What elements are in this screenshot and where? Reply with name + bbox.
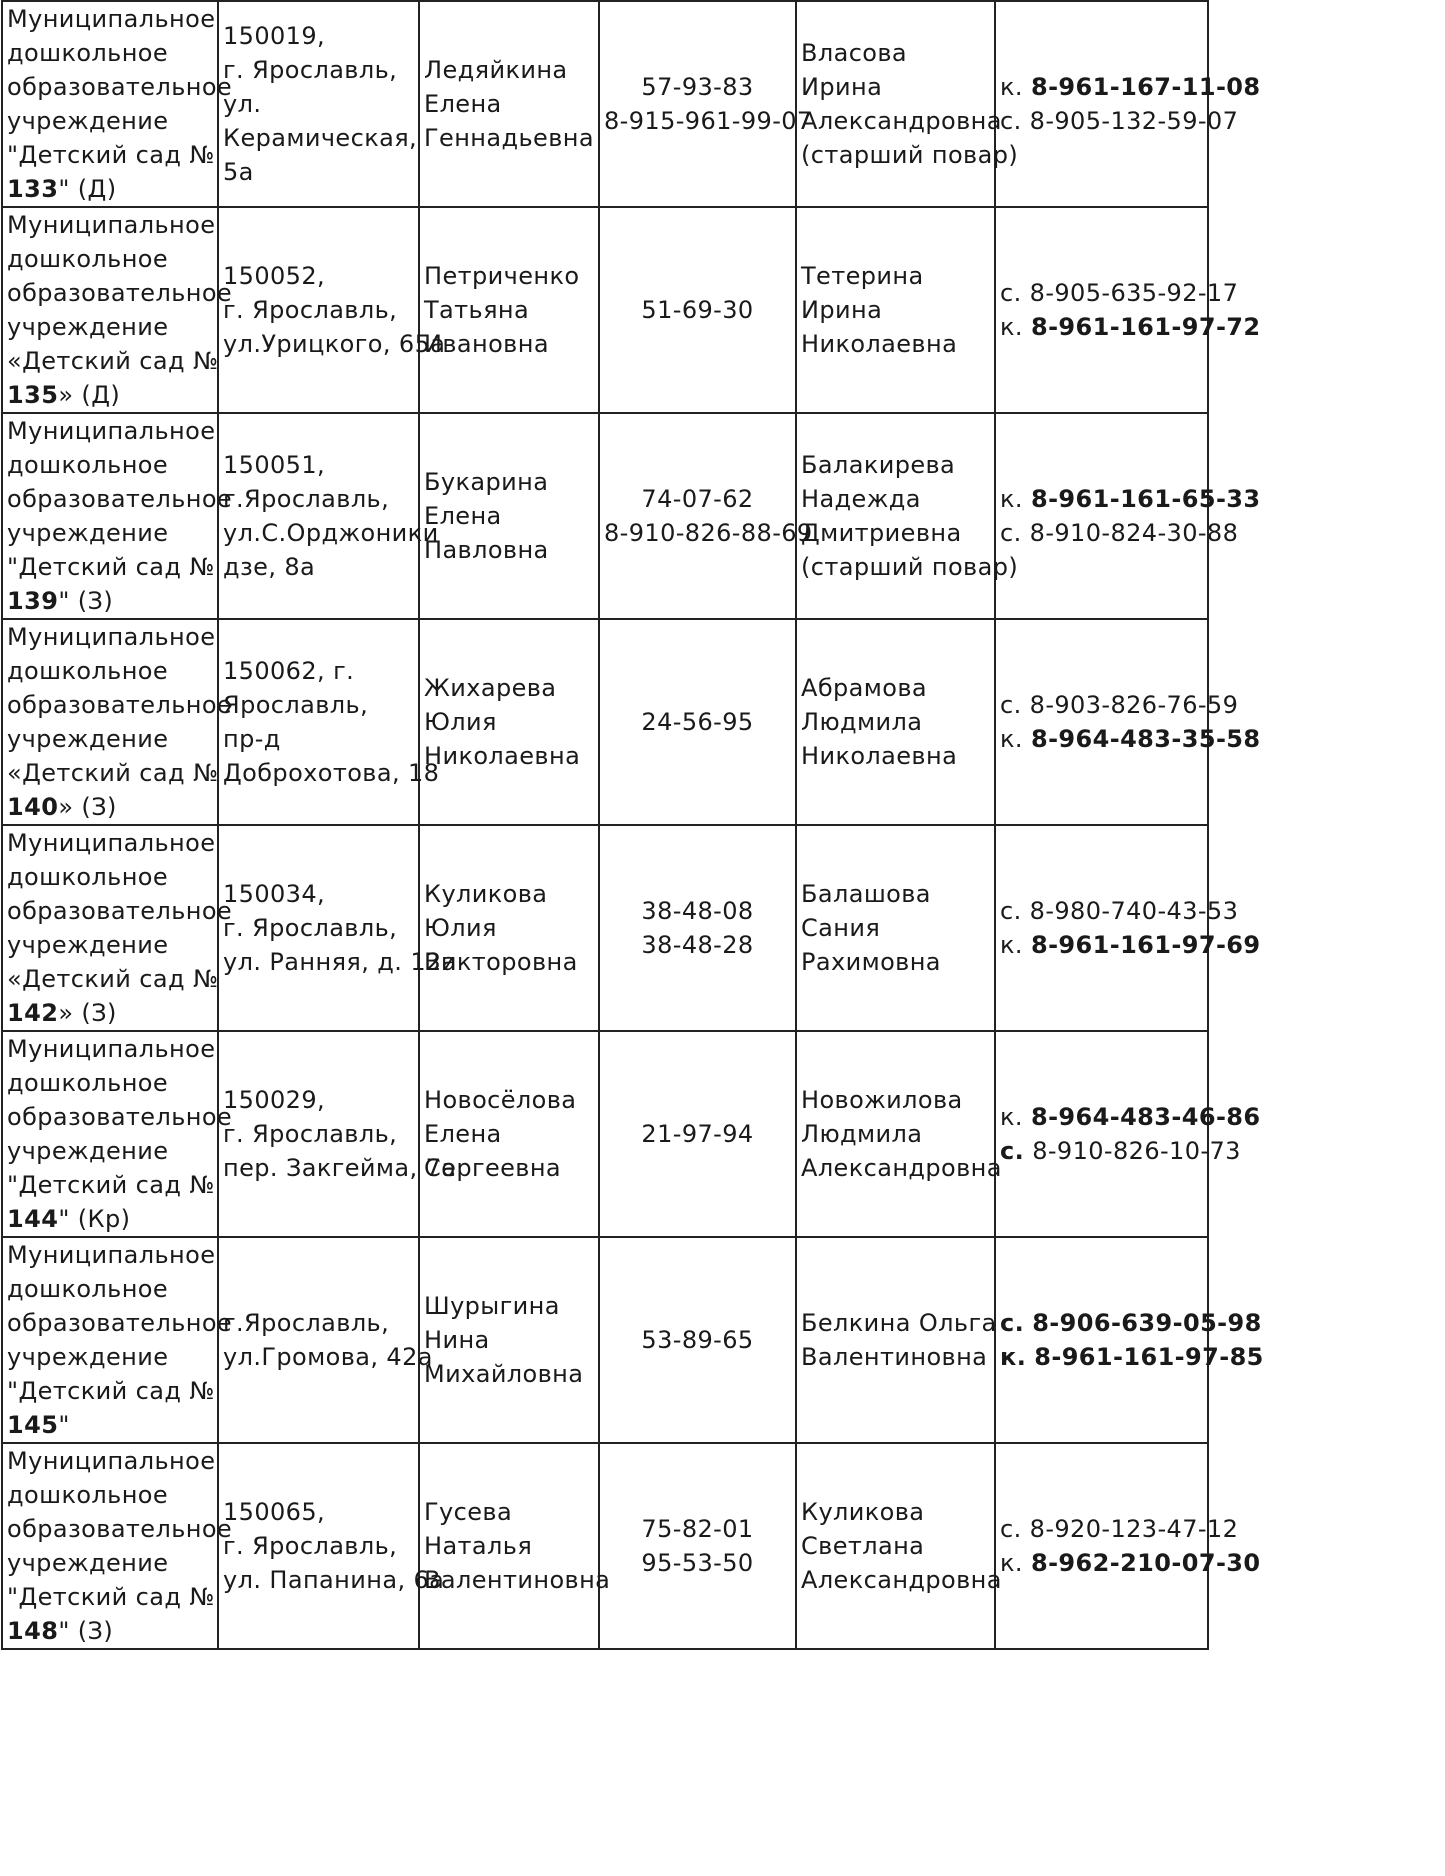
institution-name-line: Муниципальное (7, 829, 216, 857)
institution-name-line: учреждение (7, 107, 169, 135)
institution-number-line (7, 378, 213, 412)
mobile-cell (995, 413, 1261, 619)
kindergarten-type: " (Д) (58, 175, 117, 203)
institution-name-line: дошкольное (7, 1069, 169, 1097)
institution-number-line (7, 172, 213, 206)
institution-name-line: учреждение (7, 931, 169, 959)
address-line: г.Ярославль, (223, 1309, 390, 1337)
kindergarten-type: " (З) (58, 1617, 114, 1645)
mobile-prefix: к. (1000, 931, 1023, 959)
contact-person-cell (796, 1237, 995, 1443)
institution-name-line: учреждение (7, 313, 169, 341)
contact-person-line: Александровна (801, 107, 1002, 135)
institution-name-line: образовательное (7, 1515, 233, 1543)
institution-number-line (7, 1614, 213, 1648)
institution-name-line: дошкольное (7, 451, 169, 479)
director-cell (419, 413, 599, 619)
mobile-prefix: к. (1000, 73, 1023, 101)
mobile-prefix: с. (1000, 519, 1022, 547)
phone-cell (599, 207, 796, 413)
phone-cell (599, 413, 813, 619)
mobile-prefix: к. (1000, 1103, 1023, 1131)
mobile-number: 8-964-483-35-58 (1030, 725, 1261, 753)
mobile-cell (995, 207, 1261, 413)
mobile-line (1000, 688, 1239, 722)
contact-person-line: Надежда (801, 485, 921, 513)
address-line: г. Ярославль, (223, 296, 398, 324)
contact-person-line: Балакирева (801, 451, 956, 479)
institution-name-line: «Детский сад № (7, 759, 219, 787)
address-line: Доброхотова, 18 (223, 759, 440, 787)
institution-name-line: учреждение (7, 725, 169, 753)
kindergarten-number: 144 (7, 1205, 59, 1233)
kindergarten-number: 145 (7, 1411, 59, 1439)
mobile-line (1000, 722, 1261, 756)
table-row (2, 1, 1208, 207)
phone-number: 57-93-83 (641, 73, 754, 101)
director-cell (419, 825, 599, 1031)
contact-person-line: Тетерина (801, 262, 924, 290)
phone-number: 21-97-94 (641, 1120, 754, 1148)
mobile-number: 8-905-635-92-17 (1029, 279, 1239, 307)
institution-name-cell (2, 825, 233, 1031)
institution-name-line: Муниципальное (7, 1035, 216, 1063)
phone-number: 74-07-62 (641, 485, 754, 513)
table-row (2, 1031, 1208, 1237)
address-line: ул. (223, 90, 262, 118)
contact-person-line: Николаевна (801, 742, 958, 770)
institution-name-line: образовательное (7, 279, 233, 307)
table-row (2, 207, 1208, 413)
kindergarten-type: " (З) (58, 587, 114, 615)
mobile-line (1000, 276, 1239, 310)
kindergarten-number: 135 (7, 381, 59, 409)
mobile-line (1000, 894, 1239, 928)
table-row (2, 825, 1208, 1031)
institution-name-line: дошкольное (7, 863, 169, 891)
table-row (2, 413, 1208, 619)
contact-person-line: Дмитриевна (801, 519, 962, 547)
phone-cell (599, 825, 796, 1031)
phone-number: 95-53-50 (641, 1549, 754, 1577)
phone-number: 8-915-961-99-07 (604, 107, 813, 135)
contact-person-line: Новожилова (801, 1086, 963, 1114)
contact-person-line: Людмила (801, 1120, 923, 1148)
director-name-line: Павловна (424, 536, 549, 564)
address-line: Ярославль, (223, 691, 369, 719)
table-body (2, 1, 1264, 1649)
address-line: ул. Папанина, 6а (223, 1566, 445, 1594)
institution-name-cell (2, 1031, 233, 1237)
phone-number: 51-69-30 (641, 296, 754, 324)
institution-number-line (7, 1408, 213, 1442)
phone-number: 75-82-01 (641, 1515, 754, 1543)
contact-person-line: Александровна (801, 1154, 1002, 1182)
institution-name-line: дошкольное (7, 245, 169, 273)
director-cell (419, 1031, 599, 1237)
contact-person-cell (796, 413, 1019, 619)
institution-number-line (7, 996, 213, 1030)
mobile-line (1000, 482, 1261, 516)
institution-name-line: "Детский сад № (7, 553, 215, 581)
institution-name-line: образовательное (7, 485, 233, 513)
institution-name-line: образовательное (7, 73, 233, 101)
contact-person-line: Балашова (801, 880, 931, 908)
institution-name-line: образовательное (7, 1309, 233, 1337)
mobile-line (1000, 1306, 1262, 1340)
mobile-prefix: к. (1000, 1549, 1023, 1577)
address-cell (218, 1031, 457, 1237)
mobile-line (1000, 1340, 1264, 1374)
contact-person-line: (старший повар) (801, 141, 1019, 169)
address-line: 150019, (223, 22, 326, 50)
mobile-cell (995, 1443, 1261, 1649)
address-line: 150052, (223, 262, 326, 290)
institution-name-cell (2, 1443, 233, 1649)
director-name-line: Юлия (424, 914, 497, 942)
address-line: г. Ярославль, (223, 1120, 398, 1148)
mobile-line (1000, 516, 1239, 550)
address-line: г.Ярославль, (223, 485, 390, 513)
institution-name-line: дошкольное (7, 1275, 169, 1303)
contact-person-line: Власова (801, 39, 908, 67)
contact-person-line: Белкина Ольга (801, 1309, 997, 1337)
mobile-line (1000, 928, 1261, 962)
institution-name-line: "Детский сад № (7, 1583, 215, 1611)
director-name-line: Юлия (424, 708, 497, 736)
contact-person-cell (796, 825, 995, 1031)
mobile-prefix: к. (1000, 1343, 1027, 1371)
mobile-line (1000, 70, 1261, 104)
kindergarten-number: 142 (7, 999, 59, 1027)
mobile-line (1000, 1512, 1239, 1546)
address-cell (218, 207, 446, 413)
institution-name-line: "Детский сад № (7, 1171, 215, 1199)
mobile-line (1000, 1100, 1261, 1134)
institution-name-line: образовательное (7, 897, 233, 925)
phone-number: 8-910-826-88-69 (604, 519, 813, 547)
contact-person-line: (старший повар) (801, 553, 1019, 581)
institution-name-line: Муниципальное (7, 1241, 216, 1269)
phone-number: 53-89-65 (641, 1326, 754, 1354)
director-name-line: Наталья (424, 1532, 533, 1560)
phone-cell (599, 619, 796, 825)
director-name-line: Нина (424, 1326, 490, 1354)
kindergarten-contacts-table (1, 0, 1264, 1650)
mobile-cell (995, 619, 1261, 825)
director-name-line: Елена (424, 1120, 502, 1148)
kindergarten-type: " (58, 1411, 70, 1439)
institution-name-line: учреждение (7, 519, 169, 547)
address-line: дзе, 8а (223, 553, 316, 581)
mobile-prefix: с. (1000, 897, 1022, 925)
contact-person-cell (796, 619, 995, 825)
mobile-number: 8-962-210-07-30 (1030, 1549, 1261, 1577)
mobile-prefix: к. (1000, 313, 1023, 341)
institution-number-line (7, 1202, 213, 1236)
institution-name-line: учреждение (7, 1549, 169, 1577)
kindergarten-number: 133 (7, 175, 59, 203)
address-line: 150051, (223, 451, 326, 479)
director-cell (419, 619, 599, 825)
institution-name-line: образовательное (7, 1103, 233, 1131)
institution-number-line (7, 790, 213, 824)
address-line: г. Ярославль, (223, 56, 398, 84)
institution-name-line: Муниципальное (7, 211, 216, 239)
address-cell (218, 1, 419, 207)
institution-name-line: дошкольное (7, 1481, 169, 1509)
director-cell (419, 1, 599, 207)
mobile-number: 8-961-161-97-69 (1030, 931, 1261, 959)
institution-name-cell (2, 619, 233, 825)
contact-person-cell (796, 1443, 1002, 1649)
director-name-line: Валентиновна (424, 1566, 611, 1594)
phone-cell (599, 1237, 796, 1443)
address-line: 5а (223, 158, 254, 186)
contact-person-line: Николаевна (801, 330, 958, 358)
contact-person-line: Ирина (801, 296, 883, 324)
director-name-line: Викторовна (424, 948, 578, 976)
contact-person-line: Людмила (801, 708, 923, 736)
director-name-line: Татьяна (424, 296, 530, 324)
contact-person-cell (796, 1, 1019, 207)
director-name-line: Николаевна (424, 742, 581, 770)
kindergarten-number: 140 (7, 793, 59, 821)
contact-person-line: Александровна (801, 1566, 1002, 1594)
director-name-line: Шурыгина (424, 1292, 560, 1320)
kindergarten-type: " (Кр) (58, 1205, 131, 1233)
mobile-prefix: к. (1000, 725, 1023, 753)
director-name-line: Ивановна (424, 330, 549, 358)
contact-person-line: Ирина (801, 73, 883, 101)
mobile-number: 8-980-740-43-53 (1029, 897, 1239, 925)
institution-name-line: «Детский сад № (7, 965, 219, 993)
mobile-number: 8-964-483-46-86 (1030, 1103, 1261, 1131)
institution-name-cell (2, 1, 233, 207)
mobile-number: 8-961-161-97-72 (1030, 313, 1261, 341)
institution-name-line: "Детский сад № (7, 141, 215, 169)
address-line: 150029, (223, 1086, 326, 1114)
address-cell (218, 1237, 433, 1443)
contact-person-line: Куликова (801, 1498, 925, 1526)
institution-name-line: Муниципальное (7, 5, 216, 33)
kindergarten-number: 139 (7, 587, 59, 615)
mobile-prefix: с. (1000, 691, 1022, 719)
phone-cell (599, 1031, 796, 1237)
director-name-line: Жихарева (424, 674, 557, 702)
institution-name-line: Муниципальное (7, 623, 216, 651)
table-row (2, 1237, 1208, 1443)
address-cell (218, 1443, 445, 1649)
institution-name-cell (2, 413, 233, 619)
address-cell (218, 619, 440, 825)
contact-person-cell (796, 1031, 1002, 1237)
mobile-prefix: с. (1000, 107, 1022, 135)
director-name-line: Елена (424, 502, 502, 530)
director-cell (419, 1237, 599, 1443)
mobile-line (1000, 1134, 1241, 1168)
institution-name-cell (2, 207, 233, 413)
mobile-cell (995, 825, 1261, 1031)
contact-person-line: Светлана (801, 1532, 925, 1560)
address-line: г. Ярославль, (223, 914, 398, 942)
institution-name-cell (2, 1237, 233, 1443)
contact-person-line: Сания (801, 914, 881, 942)
director-name-line: Геннадьевна (424, 124, 594, 152)
director-name-line: Петриченко (424, 262, 580, 290)
address-line: пр-д (223, 725, 281, 753)
mobile-number: 8-906-639-05-98 (1032, 1309, 1262, 1337)
kindergarten-type: » (Д) (58, 381, 121, 409)
mobile-prefix: с. (1000, 279, 1022, 307)
mobile-number: 8-910-826-10-73 (1032, 1137, 1241, 1165)
table-row (2, 1443, 1208, 1649)
director-cell (419, 1443, 611, 1649)
phone-number: 24-56-95 (641, 708, 754, 736)
address-line: 150034, (223, 880, 326, 908)
address-line: Керамическая, (223, 124, 418, 152)
contact-person-line: Абрамова (801, 674, 928, 702)
address-cell (218, 413, 439, 619)
mobile-cell (995, 1031, 1261, 1237)
director-name-line: Гусева (424, 1498, 513, 1526)
address-line: ул.Громова, 42а (223, 1343, 433, 1371)
contact-person-line: Валентиновна (801, 1343, 988, 1371)
address-cell (218, 825, 457, 1031)
institution-number-line (7, 584, 213, 618)
mobile-line (1000, 104, 1239, 138)
mobile-number: 8-910-824-30-88 (1029, 519, 1239, 547)
director-name-line: Букарина (424, 468, 549, 496)
director-cell (419, 207, 599, 413)
address-line: пер. Закгейма, 7а (223, 1154, 457, 1182)
mobile-number: 8-961-167-11-08 (1030, 73, 1261, 101)
address-line: ул.С.Орджоники (223, 519, 439, 547)
director-name-line: Елена (424, 90, 502, 118)
director-name-line: Михайловна (424, 1360, 584, 1388)
mobile-prefix: с. (1000, 1309, 1025, 1337)
address-line: г. Ярославль, (223, 1532, 398, 1560)
mobile-number: 8-920-123-47-12 (1029, 1515, 1239, 1543)
mobile-cell (995, 1, 1261, 207)
institution-name-line: учреждение (7, 1137, 169, 1165)
kindergarten-number: 148 (7, 1617, 59, 1645)
address-line: 150065, (223, 1498, 326, 1526)
director-name-line: Сергеевна (424, 1154, 562, 1182)
mobile-line (1000, 1546, 1261, 1580)
phone-number: 38-48-08 (641, 897, 754, 925)
mobile-cell (995, 1237, 1264, 1443)
mobile-number: 8-961-161-65-33 (1030, 485, 1261, 513)
contact-person-line: Рахимовна (801, 948, 941, 976)
director-name-line: Новосёлова (424, 1086, 577, 1114)
institution-name-line: Муниципальное (7, 417, 216, 445)
mobile-prefix: к. (1000, 485, 1023, 513)
institution-name-line: дошкольное (7, 39, 169, 67)
phone-cell (599, 1, 813, 207)
address-line: ул.Урицкого, 65а (223, 330, 446, 358)
mobile-prefix: с. (1000, 1515, 1022, 1543)
institution-name-line: «Детский сад № (7, 347, 219, 375)
table-row (2, 619, 1208, 825)
institution-name-line: "Детский сад № (7, 1377, 215, 1405)
institution-name-line: образовательное (7, 691, 233, 719)
kindergarten-type: » (З) (58, 793, 117, 821)
mobile-number: 8-903-826-76-59 (1029, 691, 1239, 719)
address-line: ул. Ранняя, д. 12а (223, 948, 457, 976)
address-line: 150062, г. (223, 657, 355, 685)
mobile-number: 8-905-132-59-07 (1029, 107, 1239, 135)
phone-number: 38-48-28 (641, 931, 754, 959)
mobile-prefix: с. (1000, 1137, 1025, 1165)
institution-name-line: Муниципальное (7, 1447, 216, 1475)
director-name-line: Ледяйкина (424, 56, 568, 84)
mobile-number: 8-961-161-97-85 (1034, 1343, 1264, 1371)
kindergarten-type: » (З) (58, 999, 117, 1027)
institution-name-line: дошкольное (7, 657, 169, 685)
mobile-line (1000, 310, 1261, 344)
phone-cell (599, 1443, 796, 1649)
contact-person-cell (796, 207, 995, 413)
director-name-line: Куликова (424, 880, 548, 908)
institution-name-line: учреждение (7, 1343, 169, 1371)
